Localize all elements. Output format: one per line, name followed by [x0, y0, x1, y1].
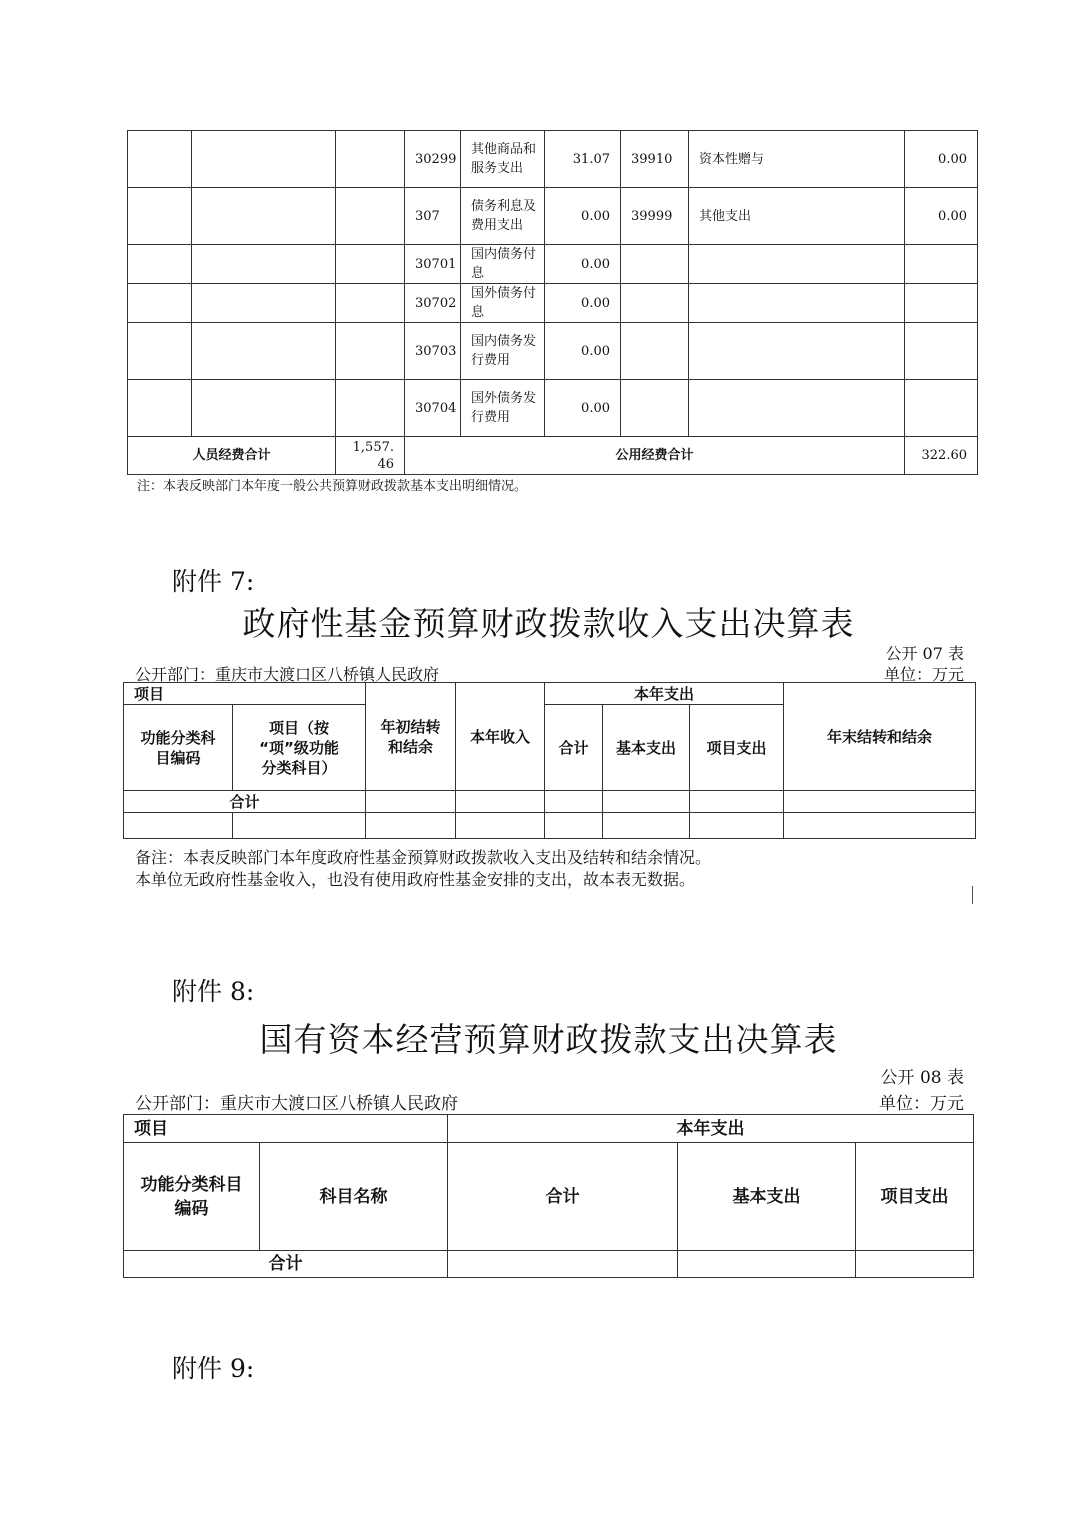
header-income: 本年收入: [456, 683, 545, 791]
header-func-code: 功能分类科目 编码: [124, 1143, 260, 1251]
header-item: 项目: [124, 683, 366, 705]
header-expense: 本年支出: [545, 683, 784, 705]
amount-2: [905, 380, 978, 437]
table-row: [128, 323, 978, 380]
public-total-label: 公用经费合计: [405, 437, 905, 475]
header-end-balance: 年末结转和结余: [784, 683, 976, 791]
header-project: 项目支出: [856, 1143, 974, 1251]
unit-label: 单位：万元: [883, 665, 964, 684]
header-expense: 本年支出: [448, 1115, 974, 1143]
econ-code: 30701: [405, 245, 461, 284]
econ-name-2: [689, 380, 905, 437]
amount-2: 0.00: [905, 131, 978, 188]
amount-2: [905, 284, 978, 323]
header-project: 项目支出: [690, 705, 784, 791]
table-row: [128, 188, 978, 245]
basic-expense-detail-table: [127, 130, 978, 475]
header-item: 项目: [124, 1115, 448, 1143]
table-note: 注：本表反映部门本年度一般公共预算财政拨款基本支出明细情况。: [137, 479, 528, 494]
table-number: 公开 08 表: [880, 1068, 964, 1088]
totals-row: [128, 437, 978, 475]
total-row: [124, 791, 976, 813]
remark-line-1: 备注：本表反映部门本年度政府性基金预算财政拨款收入支出及结转和结余情况。: [135, 848, 712, 867]
econ-code: 30703: [405, 323, 461, 380]
econ-code-2: 39910: [621, 131, 689, 188]
total-row: [124, 1251, 974, 1278]
header-subtotal: 合计: [545, 705, 603, 791]
header-func-code: 功能分类科 目编码: [124, 705, 233, 791]
econ-name-2: 资本性赠与: [689, 131, 905, 188]
amount: 0.00: [545, 188, 621, 245]
econ-code-2: 39999: [621, 188, 689, 245]
attachment-heading: 附件 9:: [172, 1354, 255, 1383]
remark-line-2: 本单位无政府性基金收入，也没有使用政府性基金安排的支出，故本表无数据。: [135, 870, 696, 889]
econ-code: 307: [405, 188, 461, 245]
table-number: 公开 07 表: [885, 644, 964, 663]
unit-label: 单位：万元: [879, 1094, 964, 1114]
econ-name-2: 其他支出: [689, 188, 905, 245]
econ-name: 国内债务发行费用: [461, 323, 545, 380]
table-row: [128, 380, 978, 437]
table-row: [128, 284, 978, 323]
amount-2: [905, 245, 978, 284]
header-row: [124, 1143, 974, 1251]
header-row: [124, 1115, 974, 1143]
econ-name: 国外债务付息: [461, 284, 545, 323]
header-begin-balance: 年初结转 和结余: [366, 683, 456, 791]
econ-name-2: [689, 323, 905, 380]
gov-fund-table: [123, 682, 976, 839]
econ-code-2: [621, 284, 689, 323]
personnel-total-label: 人员经费合计: [128, 437, 336, 475]
table-row: [128, 245, 978, 284]
divider: [972, 886, 973, 904]
header-basic: 基本支出: [678, 1143, 856, 1251]
econ-name: 其他商品和服务支出: [461, 131, 545, 188]
econ-code: 30702: [405, 284, 461, 323]
amount: 0.00: [545, 380, 621, 437]
amount: 31.07: [545, 131, 621, 188]
department-label: 公开部门：重庆市大渡口区八桥镇人民政府: [135, 1094, 458, 1114]
econ-name: 国内债务付息: [461, 245, 545, 284]
total-label: 合计: [124, 1251, 448, 1278]
header-subtotal: 合计: [448, 1143, 678, 1251]
econ-code: 30299: [405, 131, 461, 188]
econ-code: 30704: [405, 380, 461, 437]
table-row: [128, 131, 978, 188]
amount-2: 0.00: [905, 188, 978, 245]
econ-name: 债务利息及费用支出: [461, 188, 545, 245]
page-title: 国有资本经营预算财政拨款支出决算表: [259, 1020, 838, 1059]
table-row: [124, 813, 976, 839]
attachment-heading: 附件 8:: [172, 977, 255, 1006]
header-item-name: 项目（按 “项”级功能 分类科目）: [233, 705, 366, 791]
public-total-value: 322.60: [905, 437, 978, 475]
page-title: 政府性基金预算财政拨款收入支出决算表: [242, 604, 855, 643]
personnel-total-value: 1,557. 46: [336, 437, 405, 475]
amount: 0.00: [545, 245, 621, 284]
amount: 0.00: [545, 284, 621, 323]
header-row: [124, 683, 976, 705]
header-subject-name: 科目名称: [260, 1143, 448, 1251]
header-basic: 基本支出: [603, 705, 690, 791]
econ-code-2: [621, 245, 689, 284]
department-label: 公开部门：重庆市大渡口区八桥镇人民政府: [135, 665, 440, 684]
total-label: 合计: [124, 791, 366, 813]
econ-name-2: [689, 245, 905, 284]
econ-name-2: [689, 284, 905, 323]
state-capital-table: [123, 1114, 974, 1278]
amount: 0.00: [545, 323, 621, 380]
econ-name: 国外债务发行费用: [461, 380, 545, 437]
econ-code-2: [621, 323, 689, 380]
econ-code-2: [621, 380, 689, 437]
amount-2: [905, 323, 978, 380]
attachment-heading: 附件 7:: [172, 567, 255, 596]
